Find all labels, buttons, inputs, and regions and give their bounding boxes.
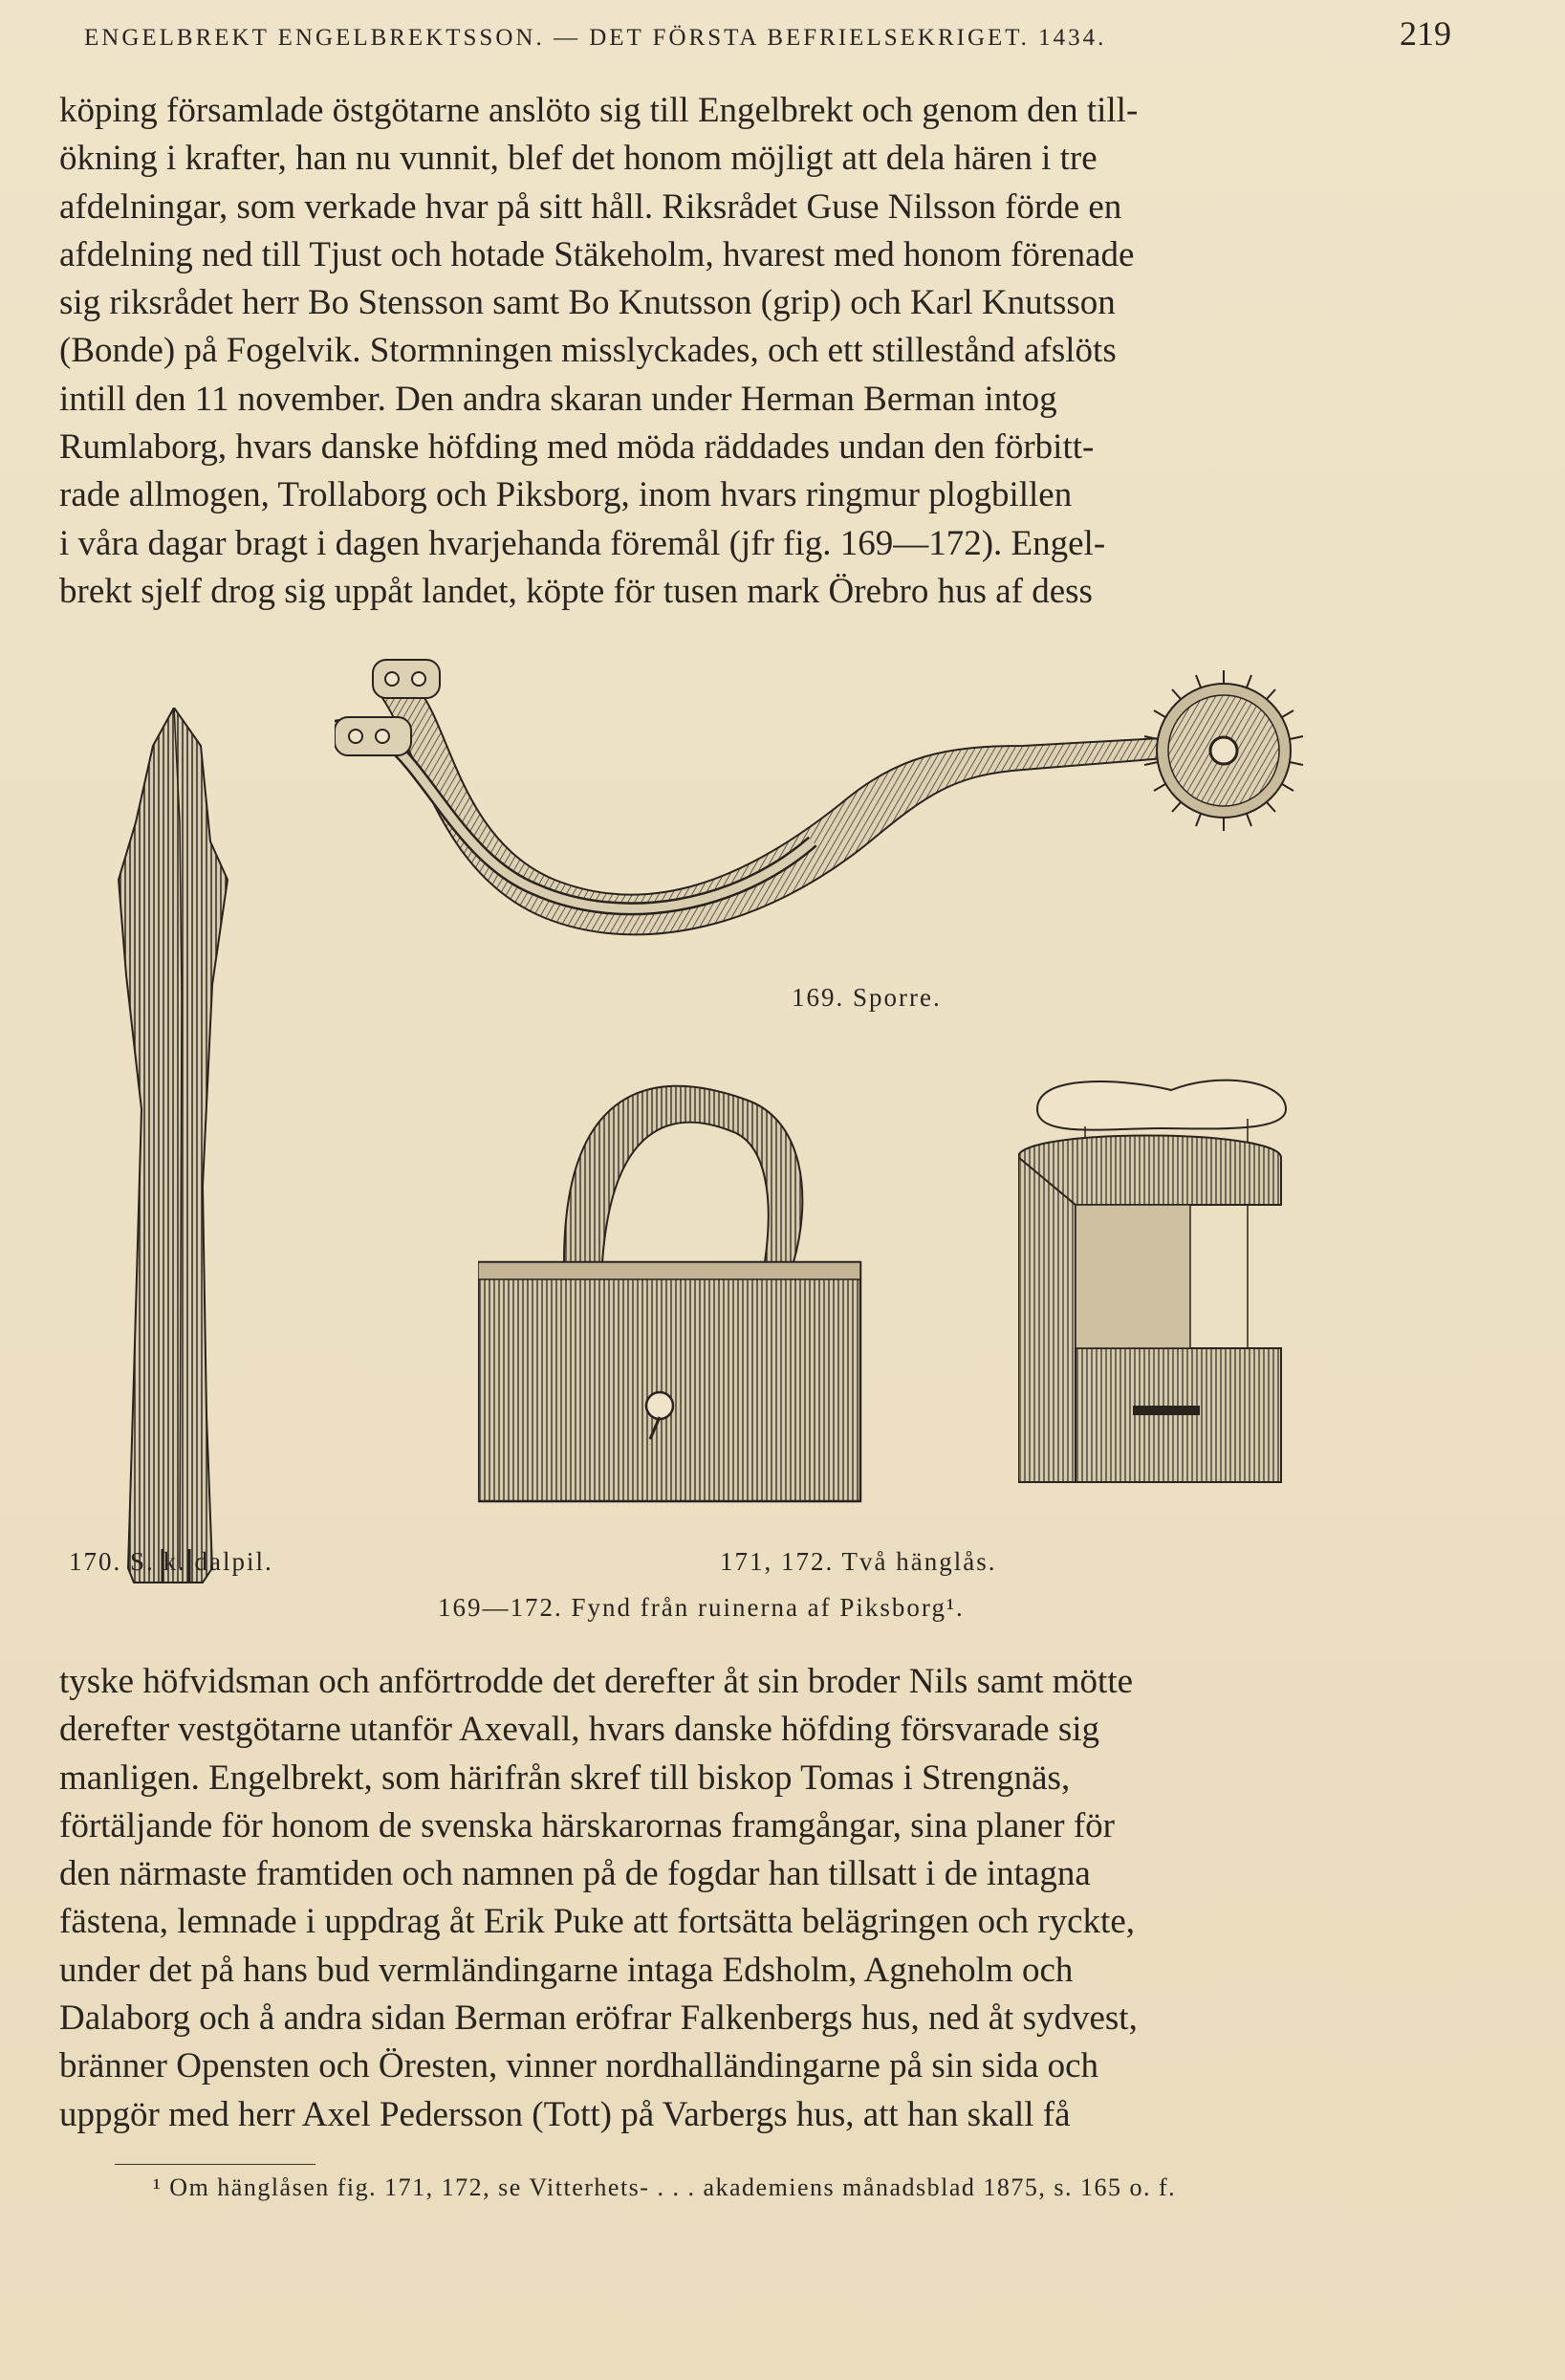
text-line: den närmaste framtiden och namnen på de fogdar han tillsatt i de intagna bbox=[59, 1854, 1091, 1894]
text-line: uppgör med herr Axel Pedersson (Tott) på Varbergs hus, att han skall få bbox=[59, 2094, 1071, 2134]
caption-fig-169: 169. Sporre. bbox=[792, 983, 942, 1012]
text-line: derefter vestgötarne utanför Axevall, hvars danske höfding försvarade sig bbox=[59, 1710, 1100, 1750]
paragraph-top bbox=[59, 87, 1455, 616]
text-line: manligen. Engelbrekt, som härifrån skref till biskop Tomas i Strengnäs, bbox=[59, 1758, 1071, 1798]
text-line: Rumlaborg, hvars danske höfding med möda räddades undan den förbitt- bbox=[59, 427, 1095, 468]
running-head bbox=[84, 13, 1451, 61]
paragraph-bottom bbox=[59, 1658, 1455, 2139]
caption-fig-171-172: 171, 172. Två hänglås. bbox=[720, 1547, 997, 1576]
crossbow-bolt-illustration bbox=[115, 708, 239, 1587]
text-line: afdelningar, som verkade hvar på sitt håll. Riksrådet Guse Nilsson förde en bbox=[59, 186, 1122, 227]
caption-fig-170: 170. S. k. dalpil. bbox=[69, 1547, 273, 1576]
page-number: 219 bbox=[1400, 14, 1451, 53]
text-line: i våra dagar bragt i dagen hvarjehanda föremål (jfr fig. 169—172). Engel- bbox=[59, 523, 1106, 563]
caption-fig-group: 169—172. Fynd från ruinerna af Piksborg¹. bbox=[438, 1593, 965, 1622]
footnote-rule bbox=[115, 2164, 315, 2165]
text-line: (Bonde) på Fogelvik. Stormningen misslyckades, och ett stillestånd afslöts bbox=[59, 331, 1117, 371]
text-line: förtäljande för honom de svenska härskarornas framgångar, sina planer för bbox=[59, 1805, 1115, 1845]
text-line: afdelning ned till Tjust och hotade Stäkeholm, hvarest med honom förenade bbox=[59, 234, 1135, 274]
text-line: sig riksrådet herr Bo Stensson samt Bo Knutsson (grip) och Karl Knutsson bbox=[59, 283, 1116, 323]
spur-illustration bbox=[335, 641, 1329, 966]
footnote: ¹ Om hänglåsen fig. 171, 172, se Vitterhets- . . . akademiens månadsblad 1875, s. 165 o. f. bbox=[153, 2173, 1177, 2201]
text-line: brekt sjelf drog sig uppåt landet, köpte för tusen mark Örebro hus af dess bbox=[59, 571, 1093, 611]
padlock-171-illustration bbox=[478, 1061, 880, 1511]
text-line: rade allmogen, Trollaborg och Piksborg, inom hvars ringmur plogbillen bbox=[59, 475, 1073, 515]
text-line: intill den 11 november. Den andra skaran under Herman Berman intog bbox=[59, 379, 1057, 419]
running-head-title: ENGELBREKT ENGELBREKTSSON. — DET FÖRSTA BEFRIELSEKRIGET. 1434. bbox=[84, 25, 1107, 51]
text-line: Dalaborg och å andra sidan Berman eröfrar Falkenbergs hus, ned åt sydvest, bbox=[59, 1998, 1138, 2039]
text-line: under det på hans bud vermländingarne intaga Edsholm, Agneholm och bbox=[59, 1950, 1074, 1990]
figure-plate bbox=[57, 641, 1463, 1654]
text-line: bränner Opensten och Öresten, vinner nordhalländingarne på sin sida och bbox=[59, 2046, 1099, 2086]
text-line: köping församlade östgötarne anslöto sig till Engelbrekt och genom den till- bbox=[59, 91, 1139, 130]
padlock-172-illustration bbox=[1018, 1061, 1305, 1492]
text-line: ökning i krafter, han nu vunnit, blef det honom möjligt att dela hären i tre bbox=[59, 139, 1098, 179]
text-line: tyske höfvidsman och anförtrodde det derefter åt sin broder Nils samt mötte bbox=[59, 1662, 1134, 1701]
text-line: fästena, lemnade i uppdrag åt Erik Puke att fortsätta belägringen och ryckte, bbox=[59, 1902, 1135, 1942]
